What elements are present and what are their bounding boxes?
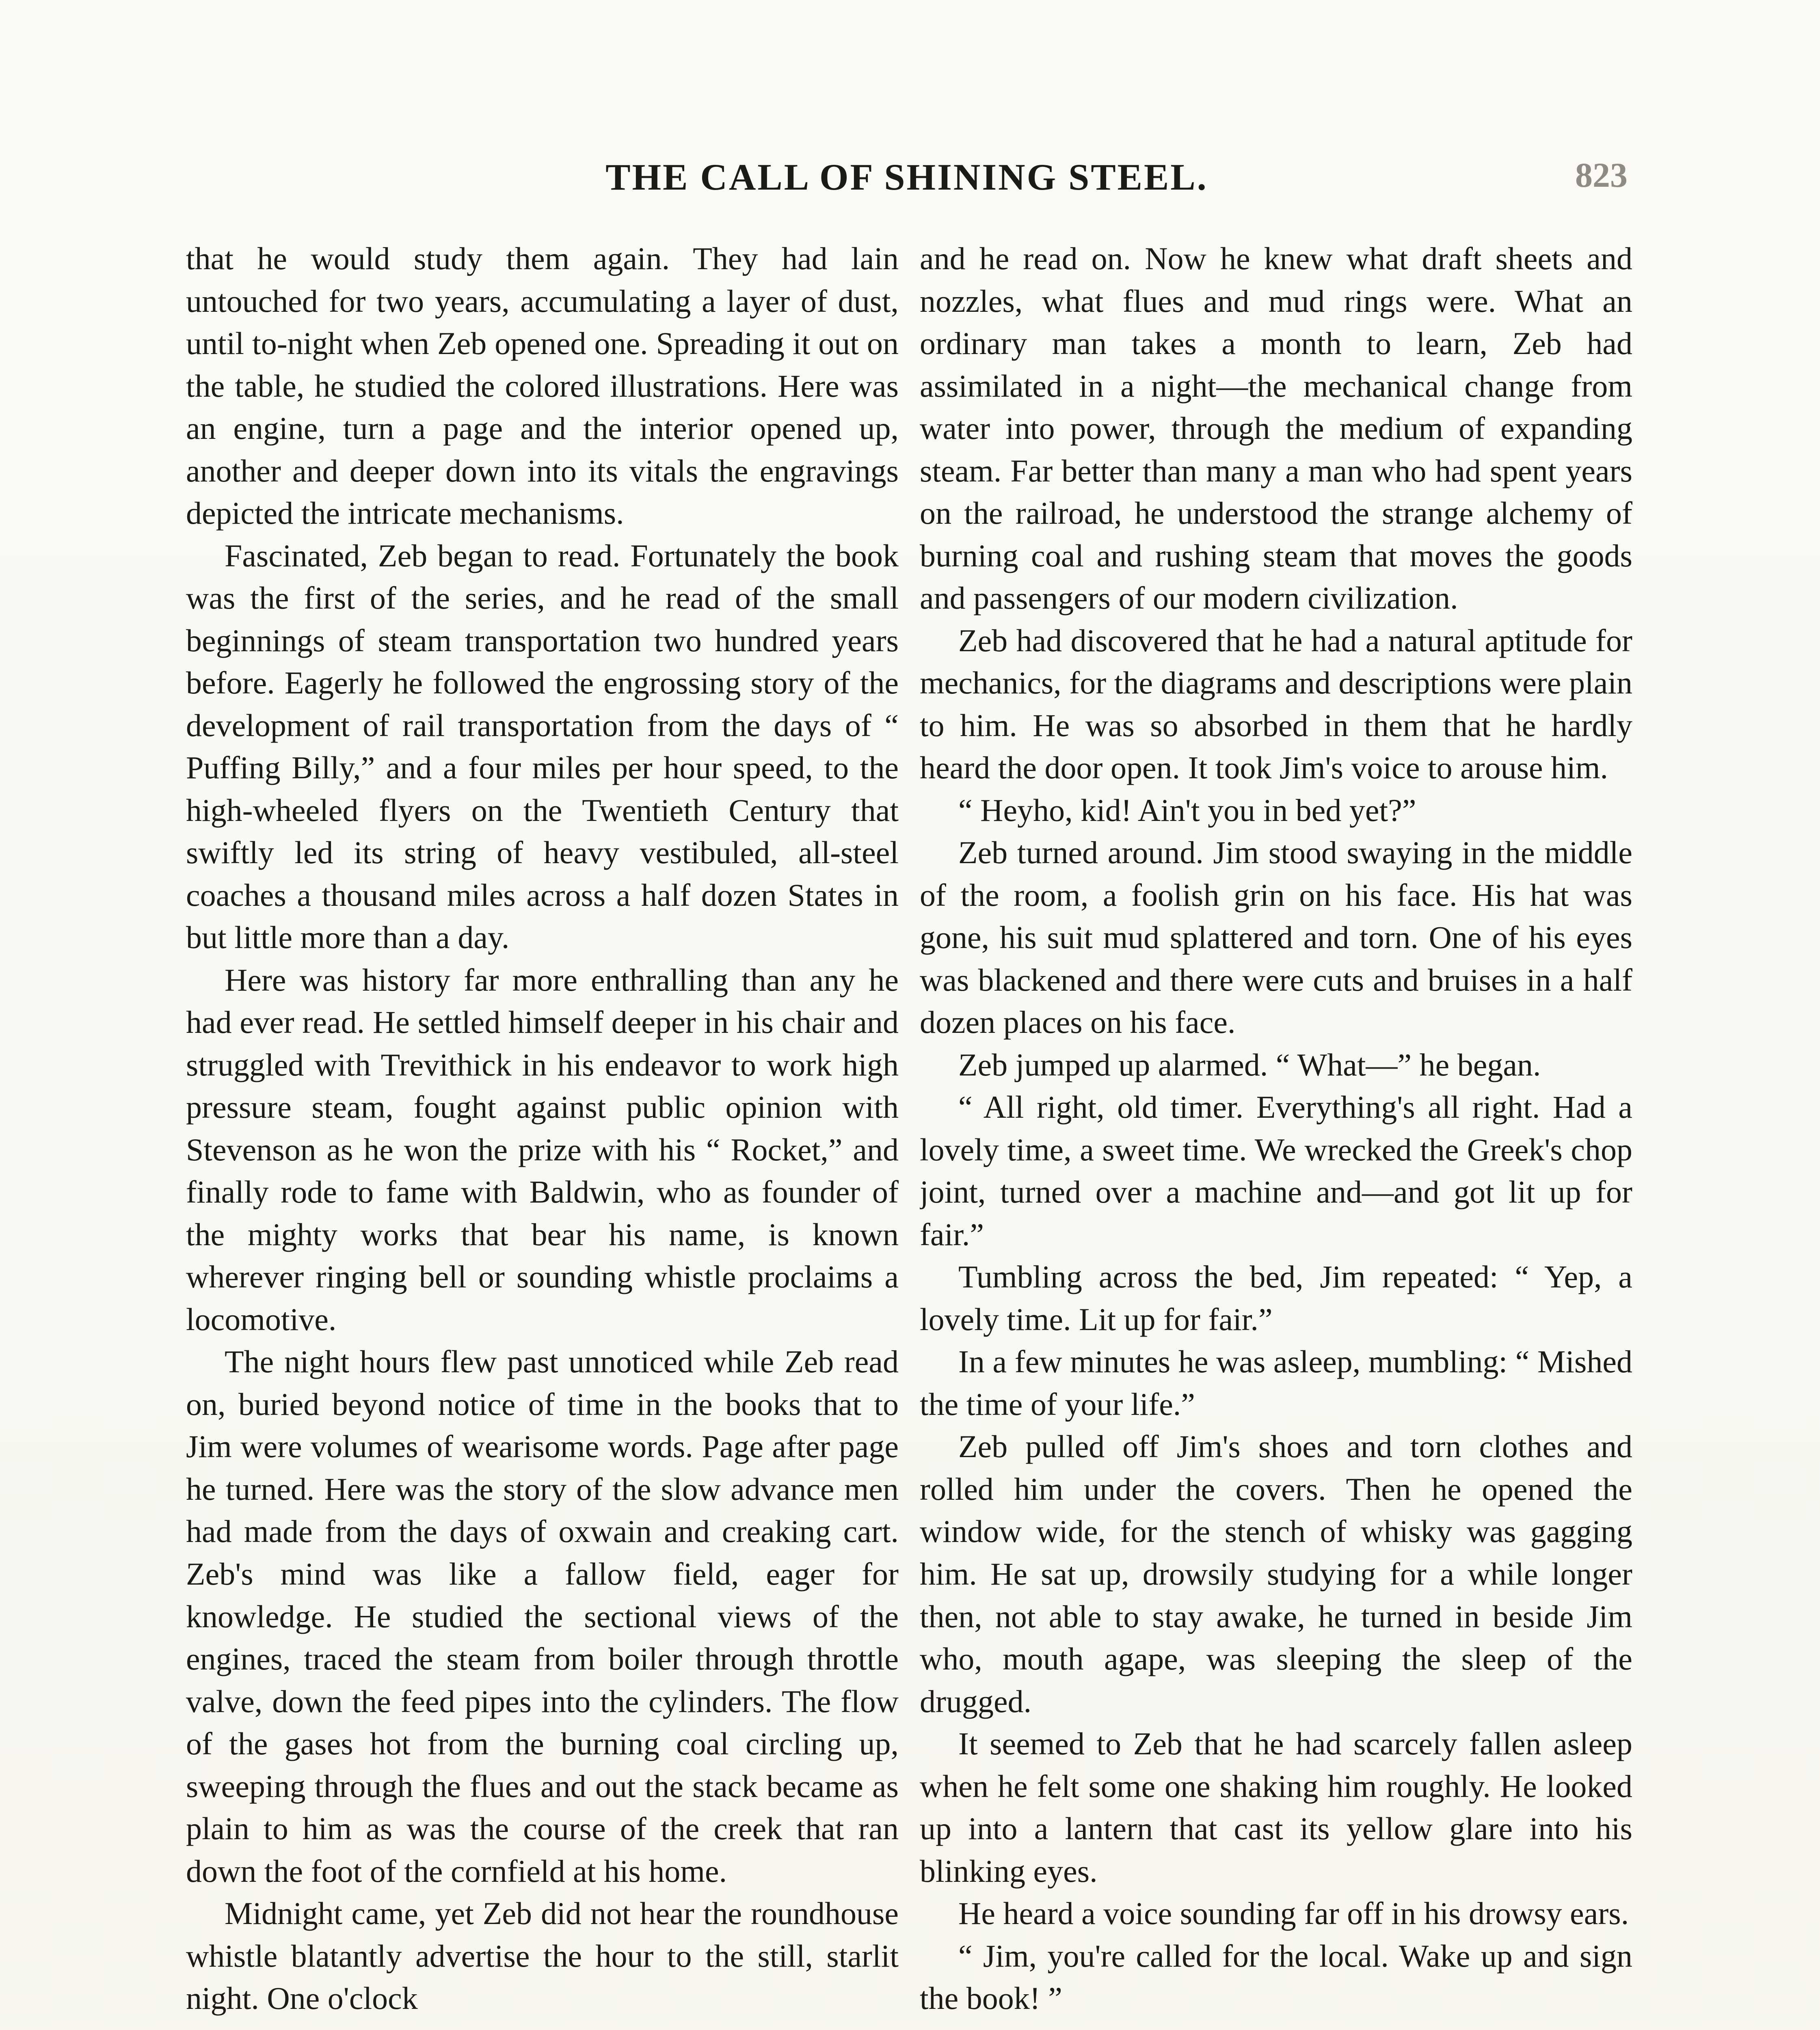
right-paragraph-12: “ Jim, you're called for the local. Wake up and sign the book! ” — [920, 1938, 1632, 2016]
right-paragraph-1: and he read on. Now he knew what draft sheets and nozzles, what flues and mud rings were. What an ordinary man takes a month to learn, Zeb had assimilated in a night—the mechanical change from water into power, through the medium of expanding steam. Far better than many a man who had spent years on the railroad, he understood the strange alchemy of burning coal and rushing steam that moves the goods and passengers of our modern civilization. — [920, 241, 1632, 616]
page-header — [186, 155, 1628, 215]
left-paragraph-4: The night hours flew past unnoticed while Zeb read on, buried beyond notice of time in the books that to Jim were volumes of wearisome words. Page after page he turned. Here was the story of the slow advance men had made from the days of oxwain and creaking cart. Zeb's mind was like a fallow field, eager for knowledge. He studied the sectional views of the engines, traced the steam from boiler through throttle valve, down the feed pipes into the cylinders. The flow of the gases hot from the burning coal circling up, sweeping through the flues and out the stack became as plain to him as was the course of the creek that ran down the foot of the cornfield at his home. — [186, 1344, 899, 1889]
right-column — [920, 238, 1632, 2030]
right-paragraph-3: “ Heyho, kid! Ain't you in bed yet?” — [958, 792, 1416, 828]
right-paragraph-11: He heard a voice sounding far off in his drowsy ears. — [958, 1896, 1629, 1931]
left-paragraph-5: Midnight came, yet Zeb did not hear the roundhouse whistle blatantly advertise the hour to the still, starlit night. One o'clock — [186, 1896, 899, 2016]
right-paragraph-10: It seemed to Zeb that he had scarcely fallen asleep when he felt some one shaking him roughly. He looked up into a lantern that cast its yellow glare into his blinking eyes. — [920, 1726, 1632, 1889]
left-paragraph-2: Fascinated, Zeb began to read. Fortunately the book was the first of the series, and he read of the small beginnings of steam transportation two hundred years before. Eagerly he followed the engrossing story of the development of rail transportation from the days of “ Puffing Billy,” and a four miles per hour speed, to the high-wheeled flyers on the Twentieth Century that swiftly led its string of heavy vestibuled, all-steel coaches a thousand miles across a half dozen States in but little more than a day. — [186, 538, 899, 955]
right-paragraph-6: “ All right, old timer. Everything's all right. Had a lovely time, a sweet time. We wrecked the Greek's chop joint, turned over a machine and—and got lit up for fair.” — [920, 1089, 1632, 1252]
right-paragraph-9: Zeb pulled off Jim's shoes and torn clothes and rolled him under the covers. Then he opened the window wide, for the stench of whisky was gagging him. He sat up, drowsily studying for a while longer then, not able to stay awake, he turned in beside Jim who, mouth agape, was sleeping the sleep of the drugged. — [920, 1429, 1632, 1719]
right-paragraph-5: Zeb jumped up alarmed. “ What—” he began. — [958, 1047, 1541, 1082]
right-paragraph-2: Zeb had discovered that he had a natural aptitude for mechanics, for the diagrams and descriptions were plain to him. He was so absorbed in them that he hardly heard the door open. It took Jim's voice to arouse him. — [920, 622, 1632, 786]
left-paragraph-1: that he would study them again. They had lain untouched for two years, accumulating a layer of dust, until to-night when Zeb opened one. Spreading it out on the table, he studied the colored illustrations. Here was an engine, turn a page and the interior opened up, another and deeper down into its vitals the engravings depicted the intricate mechanisms. — [186, 241, 899, 531]
left-paragraph-3: Here was history far more enthralling than any he had ever read. He settled himself deeper in his chair and struggled with Trevithick in his endeavor to work high pressure steam, fought against public opinion with Stevenson as he won the prize with his “ Rocket,” and finally rode to fame with Baldwin, who as founder of the mighty works that bear his name, is known wherever ringing bell or sounding whistle proclaims a locomotive. — [186, 962, 899, 1337]
text-columns — [186, 238, 1632, 2030]
left-column — [186, 238, 899, 2030]
running-title: THE CALL OF SHINING STEEL. — [605, 156, 1208, 198]
right-paragraph-4: Zeb turned around. Jim stood swaying in the middle of the room, a foolish grin on his face. His hat was gone, his suit mud splattered and torn. One of his eyes was blackened and there were cuts and bruises in a half dozen places on his face. — [920, 835, 1632, 1040]
right-paragraph-7: Tumbling across the bed, Jim repeated: “ Yep, a lovely time. Lit up for fair.” — [920, 1259, 1632, 1337]
page-number: 823 — [1575, 155, 1628, 194]
right-paragraph-8: In a few minutes he was asleep, mumbling: “ Mished the time of your life.” — [920, 1344, 1632, 1422]
